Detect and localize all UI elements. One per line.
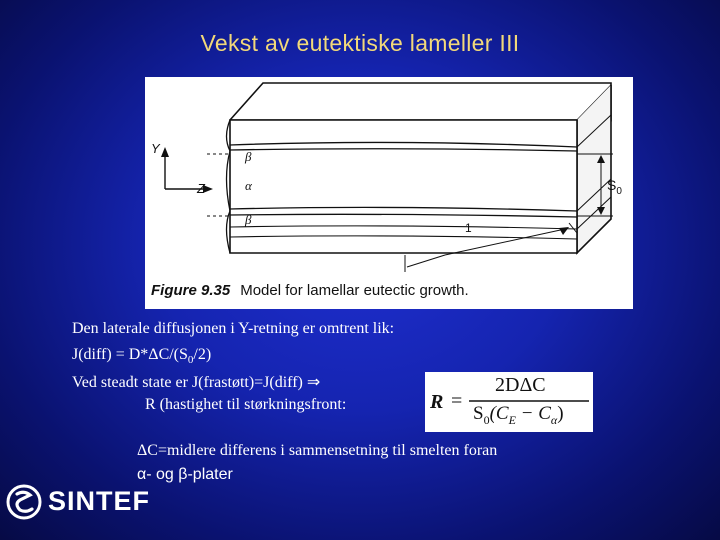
plates-note: α- og β-plater <box>137 466 233 483</box>
formula-e-sub: E <box>508 412 516 427</box>
diffusion-equation-subscript: 0 <box>187 354 194 367</box>
diffusion-statement: Den laterale diffusjonen i Y-retning er omtrent lik: <box>72 320 395 337</box>
slide-title: Vekst av eutektiske lameller III <box>200 30 520 56</box>
layer-label-alpha: α <box>245 178 252 193</box>
formula-alpha-sub: α <box>550 412 558 427</box>
formula-equals: = <box>451 390 463 412</box>
sintef-logo-icon <box>6 484 42 520</box>
formula-s: S <box>473 403 484 424</box>
diffusion-equation-prefix: J(diff) = D*ΔC/(S <box>72 346 188 363</box>
formula-numerator: 2DΔC <box>495 374 546 396</box>
lamellar-model-drawing <box>145 77 633 309</box>
unit-length-label: 1 <box>465 221 472 235</box>
spacing-label <box>607 177 622 197</box>
lamellar-growth-figure <box>145 77 633 309</box>
growth-rate-statement: R (hastighet til størkningsfront: <box>145 396 347 413</box>
spacing-symbol: S <box>607 177 617 193</box>
formula-open: (C <box>489 403 509 424</box>
formula-close: ) <box>557 403 564 424</box>
figure-number: Figure 9.35 <box>151 282 231 299</box>
formula-denominator <box>473 403 564 428</box>
formula-lhs: R <box>430 391 444 413</box>
formula-minus: − C <box>515 403 551 424</box>
sintef-logo-text: SINTEF <box>48 486 151 516</box>
steady-state-statement: Ved steadt state er J(frastøtt)=J(diff) ⇒ <box>72 374 321 391</box>
spacing-subscript: 0 <box>616 185 622 197</box>
sintef-logo <box>6 484 176 520</box>
axis-y-label: Y <box>151 141 160 156</box>
diffusion-equation-suffix: /2) <box>193 346 212 363</box>
layer-label-beta-bottom: β <box>245 212 252 227</box>
figure-caption-text: Model for lamellar eutectic growth. <box>240 282 469 299</box>
figure-caption <box>151 282 469 299</box>
diffusion-equation <box>72 346 211 366</box>
layer-label-beta-top: β <box>245 149 252 164</box>
formula-s-sub: 0 <box>483 412 490 427</box>
growth-rate-formula <box>425 372 593 432</box>
delta-c-note: ΔC=midlere differens i sammensetning til smelten foran <box>137 442 498 459</box>
axis-z-label: Z <box>197 181 205 196</box>
